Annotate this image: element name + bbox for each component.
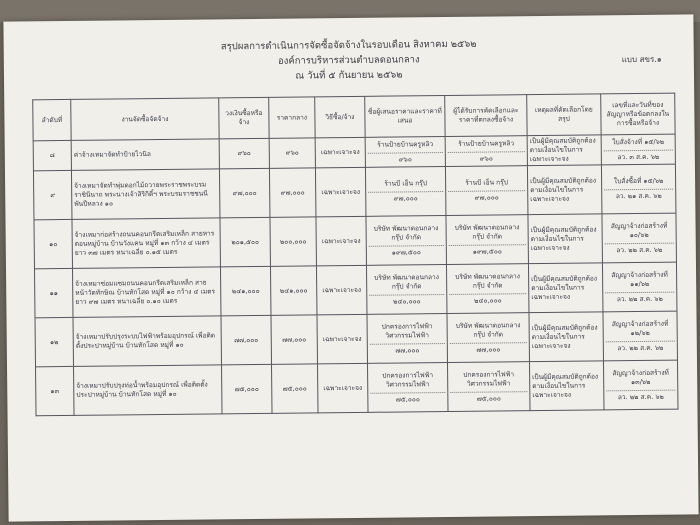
contract-number: ใบสั่งจ้างที่ ๑๕/๖๒ (612, 137, 665, 146)
median-price-cell: ๙๖๐ (269, 138, 315, 168)
budget-cell: ๙๗,๐๐๐ (219, 168, 270, 218)
bidder-name: บริษัท พัฒนาดอนกลาง กรุ๊ป จำกัด (373, 223, 439, 242)
winner-price: ๒๔๐,๐๐๐ (449, 293, 526, 306)
contract-cell (603, 360, 678, 410)
contract-number: สัญญาจ้างก่อสร้างที่ ๑๑/๖๒ (611, 270, 668, 288)
row-number: ๑๓ (36, 366, 75, 415)
median-price-cell: ๗๗,๐๐๐ (271, 315, 318, 364)
contract-number: สัญญาจ้างก่อสร้างที่ ๑๓/๖๒ (612, 368, 669, 386)
median-price-cell: ๗๕,๐๐๐ (272, 364, 319, 413)
row-number: ๑๐ (34, 219, 73, 268)
bidder-price: ๑๙๗,๕๐๐ (369, 245, 444, 258)
median-price-cell: ๒๔๑,๐๐๐ (270, 266, 317, 315)
winner-price: ๑๙๗,๕๐๐ (449, 244, 526, 257)
winner-cell (445, 136, 527, 167)
contract-cell (601, 134, 675, 165)
bidder-price: ๙๗,๐๐๐ (368, 191, 443, 204)
winner-name: ปกครองการไฟฟ้า วิศวกรรมไฟฟ้า (463, 369, 515, 388)
contract-cell (603, 311, 678, 361)
form-code: แบบ สขร.๑ (621, 54, 662, 65)
winner-name: ร้านบี เอ็น กรุ๊ป (465, 178, 508, 187)
table-row (34, 213, 676, 269)
contract-date: ลว. ๒๒ ส.ค. ๖๒ (606, 340, 675, 353)
organization-name: องค์การบริหารส่วนตำบลดอนกลาง (277, 54, 420, 67)
winner-name: บริษัท พัฒนาดอนกลาง กรุ๊ป จำกัด (455, 320, 521, 339)
work-description: ค่าจ้างเหมาจัดทำป้ายไวนิล (71, 139, 219, 171)
work-description: จ้างเหมาปรับปรุงท่อน้ำพร้อมอุปกรณ์ เพื่อติดตั้งประปาหมู่บ้าน บ้านทักโสด หมู่ที่ ๑๐ (74, 365, 223, 416)
contract-cell (602, 262, 677, 312)
report-date: ณ วันที่ ๕ กันยายน ๒๕๖๒ (295, 69, 403, 82)
bidder-name: บริษัท พัฒนาดอนกลาง กรุ๊ป จำกัด (374, 272, 439, 291)
winner-price: ๗๗,๐๐๐ (450, 342, 527, 355)
winner-cell (446, 215, 529, 265)
bidder-price: ๒๔๐,๐๐๐ (369, 294, 444, 307)
contract-date: ลว. ๒๒ ส.ค. ๖๒ (605, 242, 674, 255)
winner-cell (447, 313, 530, 363)
row-number: ๑๒ (35, 317, 74, 366)
method-cell: เฉพาะเจาะจง (316, 265, 367, 315)
bidder-price: ๙๖๐ (368, 152, 443, 165)
table-header-row (33, 93, 675, 141)
bidder-name: ปกครองการไฟฟ้า วิศวกรรมไฟฟ้า (382, 370, 434, 389)
document-page (3, 14, 698, 521)
column-header: วงเงินซื้อหรือจ้าง (219, 97, 269, 139)
column-header: งานจัดซื้อจัดจ้าง (71, 98, 219, 141)
method-cell: เฉพาะเจาะจง (315, 137, 365, 168)
winner-cell (446, 264, 529, 314)
row-number: ๘ (33, 140, 71, 170)
reason-cell: เป็นผู้มีคุณสมบัติถูกต้องตามเงื่อนไขในการเฉพาะเจาะจง (528, 263, 603, 313)
bidder-price: ๗๕,๐๐๐ (370, 392, 445, 405)
winner-cell (445, 166, 528, 216)
median-price-cell: ๙๗,๐๐๐ (269, 168, 316, 217)
bidder-cell (366, 265, 447, 315)
bidder-cell (365, 167, 446, 217)
median-price-cell: ๒๐๐,๐๐๐ (270, 217, 317, 266)
budget-cell: ๒๔๑,๐๐๐ (220, 266, 271, 316)
reason-cell: เป็นผู้มีคุณสมบัติถูกต้องตามเงื่อนไขในการเฉพาะเจาะจง (529, 312, 604, 362)
bidder-cell (366, 216, 447, 266)
document-header (4, 34, 694, 86)
winner-price: ๗๕,๐๐๐ (450, 391, 527, 404)
contract-date: ลว. ๒๒ ส.ค. ๖๒ (606, 389, 675, 402)
work-description: จ้างเหมาจัดทำพุ่มดอกไม้ถวายพระราชพระบรมราชินีนาถ พระนางเจ้าสิริกิติ์ฯ พระบรมราชชนนีพันปีหลวง ๑๐ (71, 169, 220, 220)
procurement-table (32, 93, 678, 417)
row-number: ๑๑ (34, 268, 73, 317)
bidder-name: ร้านบี เอ็น กรุ๊ป (384, 179, 427, 188)
winner-name: บริษัท พัฒนาดอนกลาง กรุ๊ป จำกัด (454, 222, 520, 241)
bidder-cell (367, 362, 448, 412)
column-header: ชื่อผู้เสนอราคาและราคาที่เสนอ (365, 96, 445, 138)
contract-number: สัญญาจ้างก่อสร้างที่ ๑๐/๖๒ (610, 221, 668, 239)
contract-date: ลว. ๒๒ ส.ค. ๖๒ (605, 291, 674, 304)
method-cell: เฉพาะเจาะจง (317, 314, 368, 364)
winner-cell (447, 362, 530, 412)
budget-cell: ๗๕,๐๐๐ (222, 364, 273, 414)
table-row (34, 262, 676, 318)
contract-number: ใบสั่งซื้อที่ ๑๕/๖๒ (613, 176, 664, 186)
bidder-price: ๗๗,๐๐๐ (370, 343, 445, 356)
budget-cell: ๗๗,๐๐๐ (221, 315, 272, 365)
row-number: ๙ (33, 170, 72, 219)
winner-name: บริษัท พัฒนาดอนกลาง กรุ๊ป จำกัด (455, 271, 520, 290)
column-header: เหตุผลที่คัดเลือกโดยสรุป (527, 94, 601, 136)
column-header: เลขที่และวันที่ของสัญญาหรือข้อตกลงในการซื้อหรือจ้าง (601, 93, 675, 135)
reason-cell: เป็นผู้มีคุณสมบัติถูกต้องตามเงื่อนไขในการเฉพาะเจาะจง (528, 214, 603, 264)
column-header: วิธีซื้อ/จ้าง (315, 96, 365, 138)
budget-cell: ๒๐๑,๕๐๐ (220, 217, 271, 267)
work-description: จ้างเหมาก่อสร้างถนนคอนกรีตเสริมเหล็ก สายหารตอนหมู่บ้าน บ้านวังแคน หมู่ที่ ๑๓ กว้าง ๔ เมตร ยาว ๓๗ เมตร หนาเฉลี่ย ๐.๑๕ เมตร (72, 218, 221, 269)
winner-price: ๙๖๐ (448, 151, 525, 164)
method-cell: เฉพาะเจาะจง (316, 216, 367, 266)
work-description: จ้างเหมาซ่อมแซมถนนคอนกรีตเสริมเหล็ก สายหน้าวัดทักษิณ บ้านทักโสด หมู่ที่ ๑๐ กว้าง ๔ เมตร ยาว ๙๗ เมตร หนาเฉลี่ย ๐.๑๐ เมตร (72, 267, 221, 318)
reason-cell: เป็นผู้มีคุณสมบัติถูกต้องตามเงื่อนไขในการเฉพาะเจาะจง (529, 361, 604, 411)
contract-number: สัญญาจ้างก่อสร้างที่ ๑๒/๖๒ (611, 319, 669, 337)
method-cell: เฉพาะเจาะจง (318, 363, 369, 413)
column-header: ลำดับที่ (33, 99, 71, 140)
reason-cell: เป็นผู้มีคุณสมบัติถูกต้องตามเงื่อนไขในการเฉพาะเจาะจง (527, 165, 602, 215)
bidder-cell (365, 137, 445, 168)
document-title: สรุปผลการดำเนินการจัดซื้อจัดจ้างในรอบเดือน สิงหาคม ๒๕๖๒ (220, 38, 477, 53)
winner-price: ๙๗,๐๐๐ (448, 190, 525, 203)
contract-cell (602, 213, 677, 263)
method-cell: เฉพาะเจาะจง (315, 167, 366, 217)
column-header: ผู้ได้รับการคัดเลือกและราคาที่ตกลงซื้อจ้าง (445, 95, 527, 137)
table-row (33, 164, 675, 220)
winner-name: ร้านป้ายบ้านครูหลิว (458, 138, 515, 148)
contract-date: ลว. ๒๑ ส.ค. ๖๒ (604, 189, 673, 202)
column-header: ราคากลาง (269, 97, 315, 138)
contract-date: ลว. ๓ ส.ค. ๖๒ (604, 149, 673, 162)
budget-cell: ๙๖๐ (219, 138, 269, 169)
reason-cell: เป็นผู้มีคุณสมบัติถูกต้องตามเงื่อนไขในการเฉพาะเจาะจง (527, 135, 601, 166)
bidder-name: ปกครองการไฟฟ้า วิศวกรรมไฟฟ้า (381, 321, 433, 340)
work-description: จ้างเหมาปรับปรุงระบบไฟฟ้าพร้อมอุปกรณ์ เพื่อติดตั้งประปาหมู่บ้าน บ้านทักโสด หมู่ที่ ๑๐ (73, 316, 222, 367)
bidder-name: ร้านป้ายบ้านครูหลิว (377, 139, 434, 149)
contract-cell (601, 164, 676, 214)
bidder-cell (367, 313, 448, 363)
table-row (35, 311, 677, 367)
table-row (36, 360, 678, 416)
